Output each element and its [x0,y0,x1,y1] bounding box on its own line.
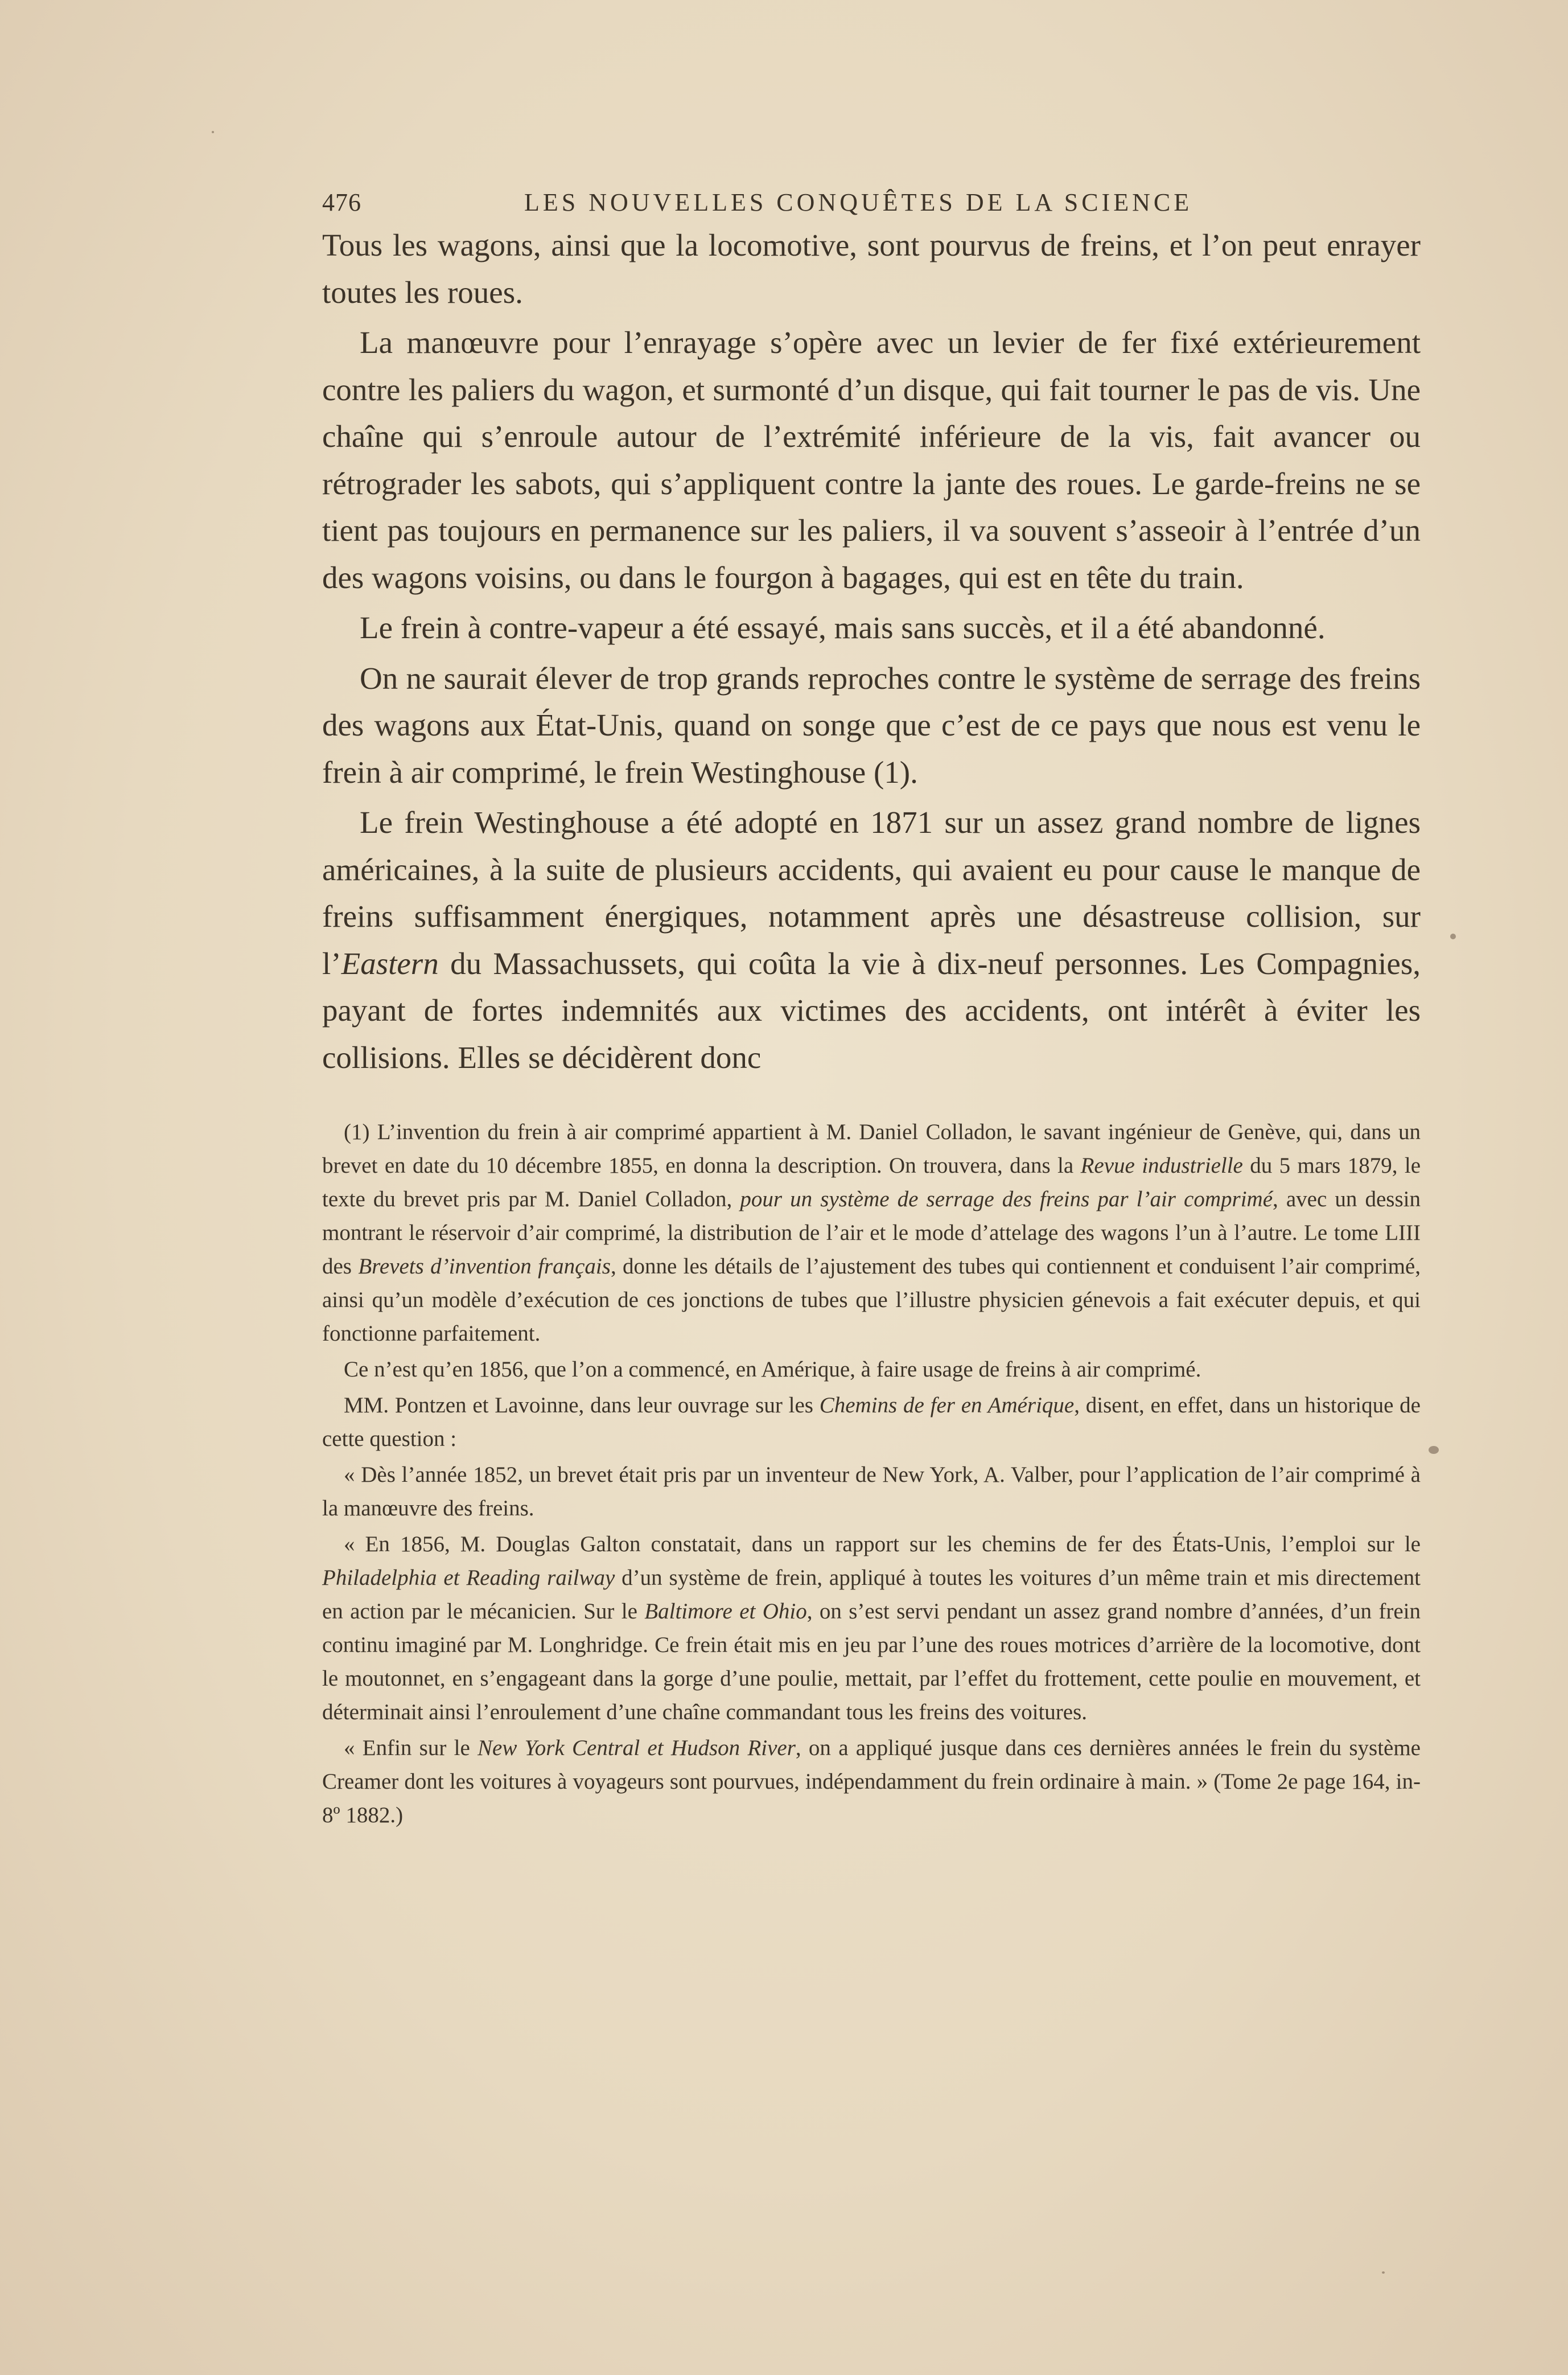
paragraph-3: Le frein à contre-vapeur a été essayé, mais sans succès, et il a été abandonné. [360,610,1326,645]
footnote-3-text-b: , disent, en effet, dans un historique de cette question : [322,1393,1421,1451]
paragraph-4: On ne saurait élever de trop grands reproches contre le système de serrage des freins des wagons aux État-Unis, quand on songe que c’est de ce pays que nous est venu le frein à air comprimé, le frein Westinghouse (1). [322,660,1421,790]
paragraph-5-italic: Eastern [341,946,439,981]
paragraph-5-text-b: du Massachussets, qui coûta la vie à dix-neuf personnes. Les Compagnies, payant de fortes indemnités aux victimes des accidents, ont intérêt à éviter les collisions. Elles se décidèrent donc [322,946,1421,1075]
paragraph-2: La manœuvre pour l’enrayage s’opère avec un levier de fer fixé extérieurement contre les paliers du wagon, et surmonté d’un disque, qui fait tourner le pas de vis. Une chaîne qui s’enroule autour de l’extrémité inférieure de la vis, fait avancer ou rétrograder les sabots, qui s’appliquent contre la jante des roues. Le garde-freins ne se tient pas toujours en permanence sur les paliers, il va souvent s’asseoir à l’entrée d’un des wagons voisins, ou dans le fourgon à bagages, qui est en tête du train. [322,325,1421,595]
paper-speck [212,131,214,133]
main-text [322,222,1421,1081]
page-body [322,182,1421,1832]
page-number: 476 [322,188,361,216]
paper-speck [1382,2271,1385,2274]
footnote-5 [322,1527,1421,1729]
footnote-5-italic-2: Baltimore et Ohio [644,1599,807,1624]
running-title: LES NOUVELLES CONQUÊTES DE LA SCIENCE [524,188,1193,216]
footnote-3 [322,1388,1421,1456]
footnote-1-text-c: , avec un dessin montrant le réservoir d’air comprimé, la distribution de l’air et le mode d’attelage des wagons l’un à l’autre. Le tome LIII des [322,1187,1421,1279]
paragraph-1: Tous les wagons, ainsi que la locomotive, sont pourvus de freins, et l’on peut enrayer toutes les roues. [322,228,1421,310]
footnote-1-italic-2: pour un système de serrage des freins par l’air comprimé [740,1187,1273,1211]
footnote-1-text-a: (1) L’invention du frein à air comprimé appartient à M. Daniel Colladon, le savant ingénieur de Genève, qui, dans un brevet en date du 10 décembre 1855, en donna la description. On trouvera, dans la [322,1120,1421,1178]
footnote-6-italic: New York Central et Hudson River [478,1736,796,1760]
footnote-1 [322,1115,1421,1350]
footnote-5-italic-1: Philadelphia et Reading railway [322,1565,615,1590]
paragraph-5 [322,799,1421,1081]
footnote-1-text-d: , donne les détails de l’ajustement des tubes qui contiennent et conduisent l’air comprimé, ainsi qu’un modèle d’exécution de ces jonctions de tubes que l’illustre physicien génevois a fait exécuter depuis, et qui fonctionne parfaitement. [322,1254,1421,1346]
footnote-5-text-a: « En 1856, M. Douglas Galton constatait, dans un rapport sur les chemins de fer des États-Unis, l’emploi sur le [344,1532,1421,1556]
footnote-5-text-c: , on s’est servi pendant un assez grand nombre d’années, d’un frein continu imaginé par M. Longhridge. Ce frein était mis en jeu par l’une des roues motrices d’arrière de la locomotive, dont le moutonnet, en s’engageant dans la gorge d’une poulie, mettait, par l’effet du frottement, cette poulie en mouvement, et déterminait ainsi l’enroulement d’une chaîne commandant tous les freins des voitures. [322,1599,1421,1724]
footnote-6-text-a: « Enfin sur le [344,1736,478,1760]
footnote-6 [322,1731,1421,1832]
footnote-2: Ce n’est qu’en 1856, que l’on a commencé, en Amérique, à faire usage de freins à air comprimé. [344,1357,1201,1382]
footnote-6-text-b: , on a appliqué jusque dans ces dernières années le frein du système Creamer dont les voitures à voyageurs sont pourvues, indépendamment du frein ordinaire à main. » (Tome 2e page 164, in-8º 1882.) [322,1736,1421,1827]
paper-speck [1450,934,1456,939]
footnote-1-text-b: du 5 mars 1879, le texte du brevet pris par M. Daniel Colladon, [322,1153,1421,1211]
footnote-3-italic: Chemins de fer en Amérique [819,1393,1075,1417]
footnote-3-text-a: MM. Pontzen et Lavoinne, dans leur ouvrage sur les [344,1393,820,1417]
footnote-4: « Dès l’année 1852, un brevet était pris par un inventeur de New York, A. Valber, pour l’application de l’air comprimé à la manœuvre des freins. [322,1462,1421,1521]
paper-speck [1429,1446,1439,1454]
running-head [322,182,1421,222]
footnote-1-italic-3: Brevets d’invention français [358,1254,611,1279]
footnotes [322,1115,1421,1832]
footnote-1-italic-1: Revue industrielle [1080,1153,1243,1178]
footnote-5-text-b: d’un système de frein, appliqué à toutes les voitures d’un même train et mis directement en action par le mécanicien. Sur le [322,1565,1421,1624]
paragraph-5-text-a: Le frein Westinghouse a été adopté en 1871 sur un assez grand nombre de lignes américaines, à la suite de plusieurs accidents, qui avaient eu pour cause le manque de freins suffisamment énergiques, notamment après une désastreuse collision, sur l’ [322,805,1421,981]
